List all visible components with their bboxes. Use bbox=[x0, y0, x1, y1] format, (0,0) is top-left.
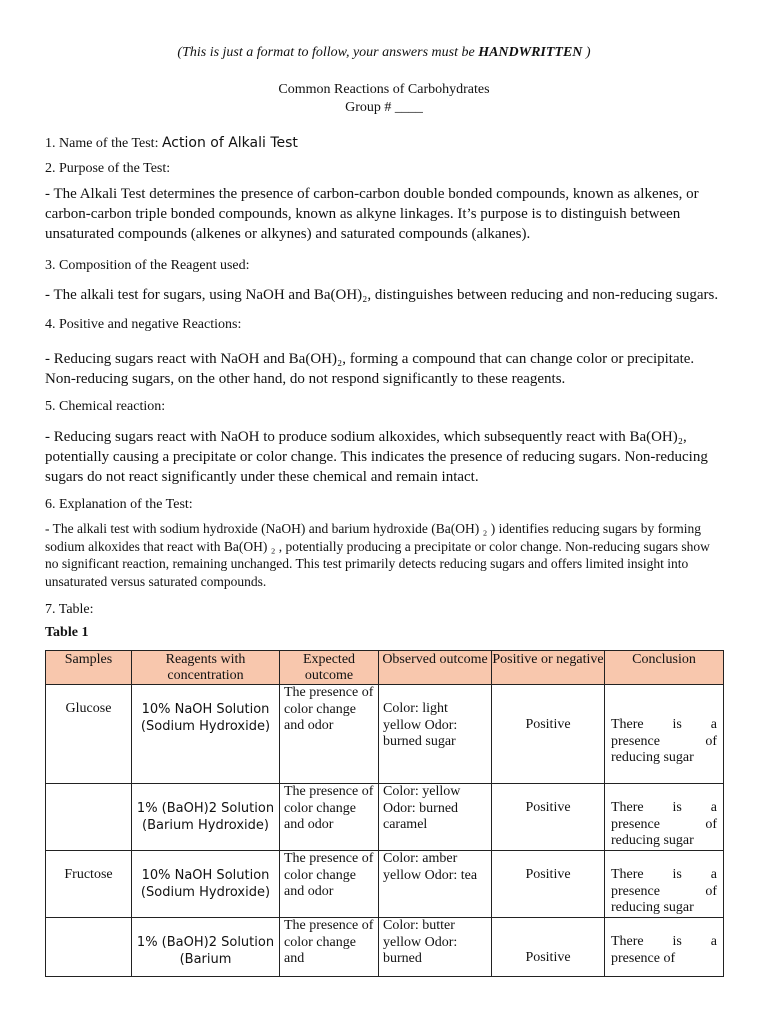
cell-expected: The presence of color change and bbox=[280, 918, 379, 977]
cell-observed: Color: light yellow Odor: burned sugar bbox=[379, 685, 492, 784]
table-header-row bbox=[46, 651, 724, 685]
section-3-label: 3. Composition of the Reagent used: bbox=[45, 258, 250, 273]
cell-conclusion: There is a presence of reducing sugar bbox=[605, 685, 724, 784]
table-row bbox=[46, 918, 724, 977]
cell-sample bbox=[46, 918, 132, 977]
cell-sample bbox=[46, 784, 132, 851]
section-7-label: 7. Table: bbox=[45, 602, 94, 617]
cell-expected: The presence of color change and odor bbox=[280, 784, 379, 851]
cell-result: Positive bbox=[492, 784, 605, 851]
cell-result: Positive bbox=[492, 685, 605, 784]
table-row bbox=[46, 851, 724, 918]
cell-reagent: 10% NaOH Solution (Sodium Hydroxide) bbox=[132, 851, 280, 918]
section-2-text: - The Alkali Test determines the presence of carbon-carbon double bonded compounds, known as alkenes, or carbon-carbon triple bonded compounds, known as alkyne linkages. It’s purpose is to distinguish between unsaturated compounds (alkenes or alkynes) and saturated compounds (alkanes). bbox=[45, 186, 699, 242]
section-5-label: 5. Chemical reaction: bbox=[45, 399, 166, 414]
format-note: (This is just a format to follow, your answers must be HANDWRITTEN ) bbox=[177, 45, 591, 60]
header-observed: Observed outcome bbox=[379, 651, 492, 685]
cell-reagent: 10% NaOH Solution (Sodium Hydroxide) bbox=[132, 685, 280, 784]
header-samples: Samples bbox=[46, 651, 132, 685]
cell-conclusion: There is a presence of reducing sugar bbox=[605, 784, 724, 851]
group-number: Group # ____ bbox=[345, 100, 423, 115]
section-6-text: - The alkali test with sodium hydroxide (NaOH) and barium hydroxide (Ba(OH) ₂ ) identifies reducing sugars by forming sodium alkoxides that react with Ba(OH) ₂ , potentially producing a precipitate or color change. Non-reducing sugars show no significant reaction, remaining unchanged. This test primarily detects reducing sugars and offers limited insight into unsaturated versus saturated compounds. bbox=[45, 521, 710, 589]
section-2-label: 2. Purpose of the Test: bbox=[45, 161, 171, 176]
cell-conclusion: There is a presence of bbox=[605, 918, 724, 977]
title-text: Common Reactions of Carbohydrates bbox=[278, 82, 490, 97]
cell-sample: Fructose bbox=[46, 851, 132, 918]
cell-reagent: 1% (BaOH)2 Solution (Barium Hydroxide) bbox=[132, 784, 280, 851]
section-1: 1. Name of the Test: Action of Alkali Test bbox=[45, 135, 298, 151]
section-4-text: - Reducing sugars react with NaOH and Ba(OH)₂, forming a compound that can change color or precipitate. Non-reducing sugars, on the other hand, do not respond significantly to these reagents. bbox=[45, 351, 695, 387]
header-expected: Expected outcome bbox=[280, 651, 379, 685]
section-3-text: - The alkali test for sugars, using NaOH and Ba(OH)₂, distinguishes between reducing and non-reducing sugars. bbox=[45, 287, 719, 303]
header-result: Positive or negative bbox=[492, 651, 605, 685]
handwritten-emphasis: HANDWRITTEN bbox=[478, 45, 583, 60]
section-6-label: 6. Explanation of the Test: bbox=[45, 497, 193, 512]
header-reagents: Reagents with concentration bbox=[132, 651, 280, 685]
results-table bbox=[45, 650, 724, 977]
cell-sample: Glucose bbox=[46, 685, 132, 784]
cell-observed: Color: amber yellow Odor: tea bbox=[379, 851, 492, 918]
section-4-label: 4. Positive and negative Reactions: bbox=[45, 317, 242, 332]
document-title bbox=[45, 81, 723, 117]
table-row bbox=[46, 784, 724, 851]
cell-reagent: 1% (BaOH)2 Solution (Barium bbox=[132, 918, 280, 977]
cell-expected: The presence of color change and odor bbox=[280, 685, 379, 784]
cell-result: Positive bbox=[492, 851, 605, 918]
cell-observed: Color: butter yellow Odor: burned bbox=[379, 918, 492, 977]
table-caption: Table 1 bbox=[45, 625, 89, 640]
table-row bbox=[46, 685, 724, 784]
cell-conclusion: There is a presence of reducing sugar bbox=[605, 851, 724, 918]
cell-observed: Color: yellow Odor: burned caramel bbox=[379, 784, 492, 851]
cell-result: Positive bbox=[492, 918, 605, 977]
cell-expected: The presence of color change and odor bbox=[280, 851, 379, 918]
test-name: Action of Alkali Test bbox=[161, 135, 298, 151]
section-5-text: - Reducing sugars react with NaOH to produce sodium alkoxides, which subsequently react with Ba(OH)₂, potentially causing a precipitate or color change. This indicates the presence of reducing sugars. Non-reducing sugars do not react significantly under these chemical and remain intact. bbox=[45, 429, 708, 485]
header-conclusion: Conclusion bbox=[605, 651, 724, 685]
